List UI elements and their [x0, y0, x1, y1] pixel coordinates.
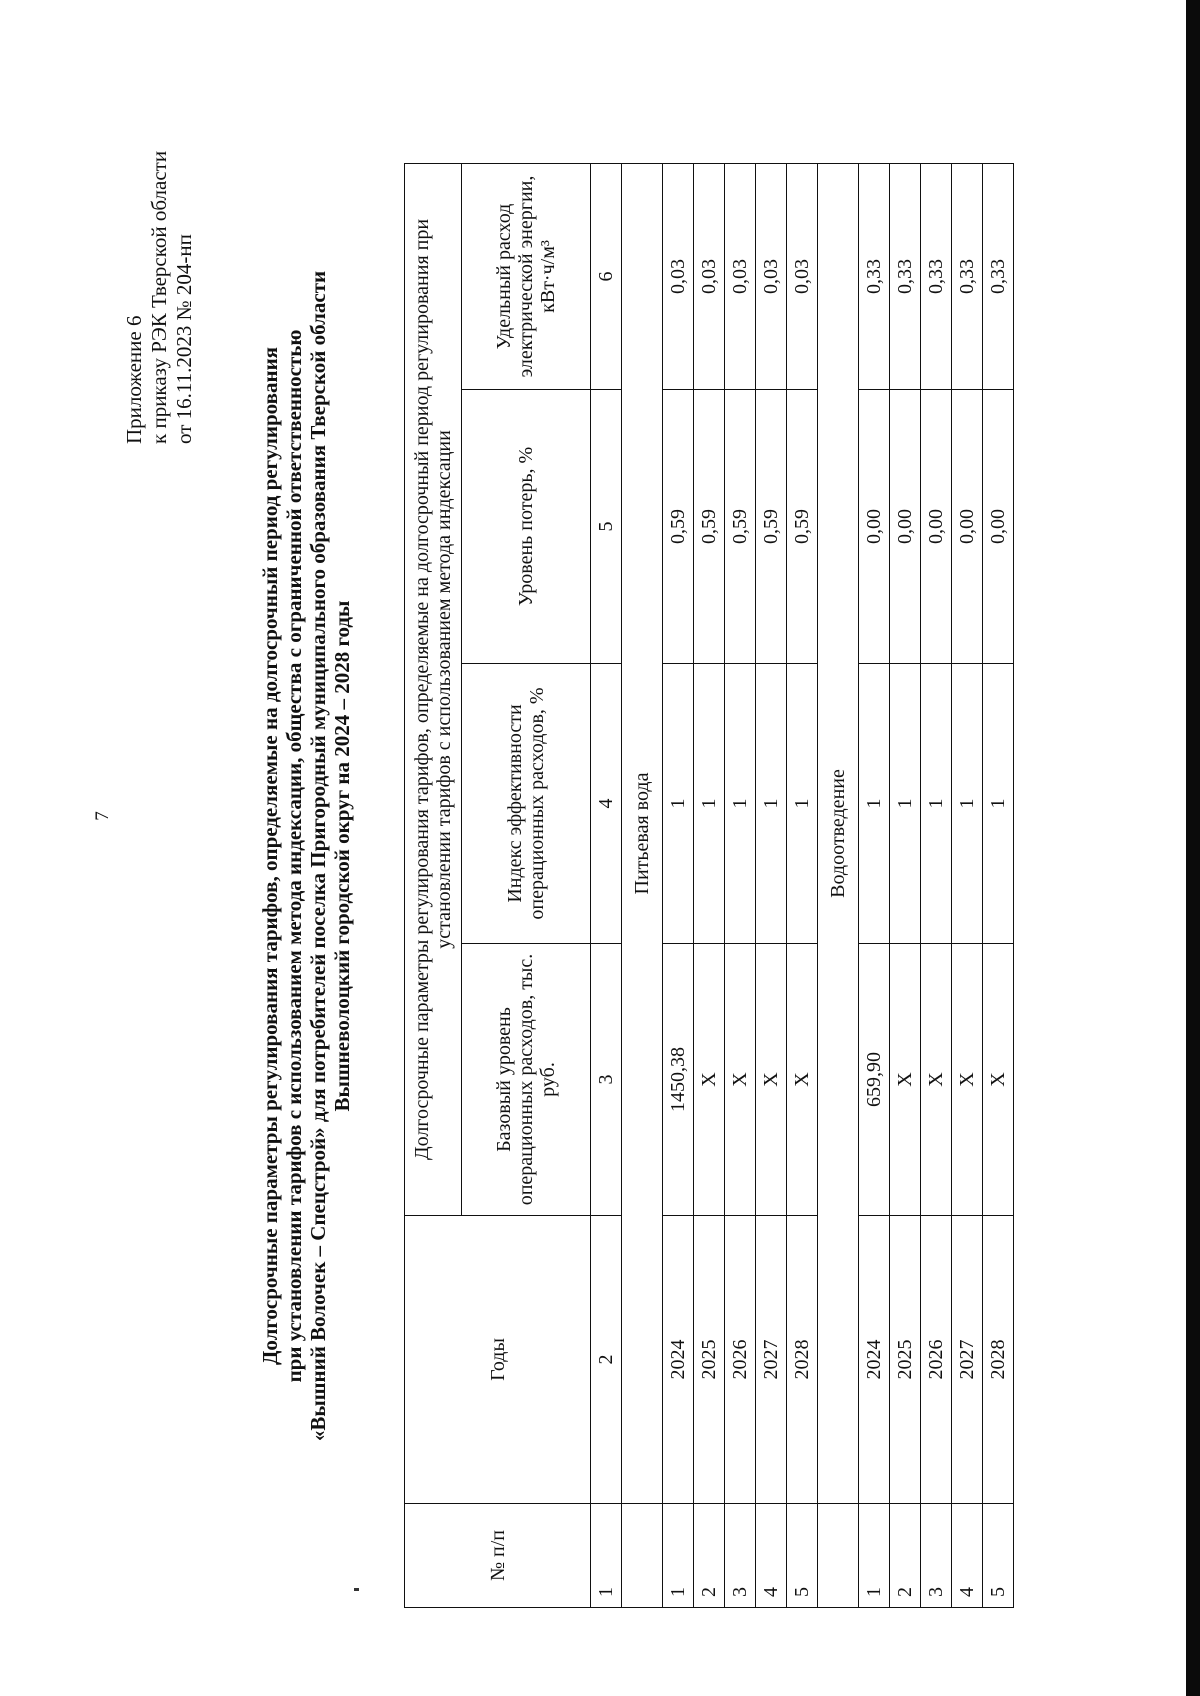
table-row	[787, 163, 818, 1607]
appendix-line-3: от 16.11.2023 № 204-нп	[172, 234, 196, 444]
row-energy: 0,03	[663, 163, 694, 389]
row-efficiency-index: 1	[725, 664, 756, 944]
document-title	[258, 156, 354, 1556]
page-number: 7	[92, 811, 113, 821]
row-efficiency-index: 1	[890, 664, 921, 944]
row-energy: 0,03	[694, 163, 725, 389]
parameters-table	[404, 163, 1014, 1608]
row-losses: 0,00	[859, 390, 890, 664]
title-line-3: «Вышний Волочек – Спецстрой» для потребителей поселка Пригородный муниципального образования Тверской области	[306, 270, 330, 1442]
row-efficiency-index: 1	[983, 664, 1014, 944]
row-year: 2024	[859, 1216, 890, 1504]
column-number: 2	[591, 1216, 622, 1504]
row-energy: 0,03	[725, 163, 756, 389]
row-base-level: X	[756, 944, 787, 1216]
row-base-level: 659,90	[859, 944, 890, 1216]
header-years: Годы	[405, 1216, 591, 1504]
section-row	[622, 163, 663, 1607]
title-line-2: при установлении тарифов с использованием метода индексации, общества с ограниченной ответственностью	[282, 329, 306, 1383]
row-efficiency-index: 1	[756, 664, 787, 944]
row-losses: 0,59	[725, 390, 756, 664]
row-losses: 0,59	[787, 390, 818, 664]
appendix-line-1: Приложение 6	[122, 315, 146, 444]
row-year: 2028	[983, 1216, 1014, 1504]
table-row	[859, 163, 890, 1607]
appendix-reference	[122, 44, 197, 444]
row-losses: 0,59	[694, 390, 725, 664]
row-year: 2026	[725, 1216, 756, 1504]
row-base-level: X	[787, 944, 818, 1216]
row-number: 3	[921, 1504, 952, 1608]
row-base-level: 1450,38	[663, 944, 694, 1216]
row-year: 2025	[694, 1216, 725, 1504]
row-number: 3	[725, 1504, 756, 1608]
row-number: 5	[787, 1504, 818, 1608]
section-blank-cell	[818, 1504, 859, 1608]
header-efficiency-index: Индекс эффективности операционных расходов, %	[462, 664, 591, 944]
row-year: 2025	[890, 1216, 921, 1504]
row-losses: 0,00	[952, 390, 983, 664]
section-title: Водоотведение	[818, 163, 859, 1503]
section-title: Питьевая вода	[622, 163, 663, 1503]
header-losses: Уровень потерь, %	[462, 390, 591, 664]
header-base-level: Базовый уровень операционных расходов, тыс. руб.	[462, 944, 591, 1216]
column-number: 5	[591, 390, 622, 664]
row-number: 2	[890, 1504, 921, 1608]
column-number: 3	[591, 944, 622, 1216]
row-year: 2028	[787, 1216, 818, 1504]
row-base-level: X	[890, 944, 921, 1216]
table-row	[663, 163, 694, 1607]
row-year: 2024	[663, 1216, 694, 1504]
table-row	[890, 163, 921, 1607]
column-number: 6	[591, 163, 622, 389]
row-energy: 0,33	[859, 163, 890, 389]
column-number: 1	[591, 1504, 622, 1608]
title-line-4: Вышневолоцкий городской округ на 2024 – 2028 годы	[330, 600, 354, 1112]
row-base-level: X	[983, 944, 1014, 1216]
section-row	[818, 163, 859, 1607]
row-energy: 0,33	[983, 163, 1014, 389]
row-energy: 0,33	[890, 163, 921, 389]
row-energy: 0,33	[952, 163, 983, 389]
row-number: 5	[983, 1504, 1014, 1608]
row-losses: 0,00	[921, 390, 952, 664]
table-row	[756, 163, 787, 1607]
row-number: 1	[859, 1504, 890, 1608]
row-efficiency-index: 1	[921, 664, 952, 944]
row-efficiency-index: 1	[663, 664, 694, 944]
row-efficiency-index: 1	[787, 664, 818, 944]
row-losses: 0,59	[663, 390, 694, 664]
table-row	[952, 163, 983, 1607]
table-row	[725, 163, 756, 1607]
header-energy: Удельный расход электрической энергии, кВт·ч/м³	[462, 163, 591, 389]
row-year: 2027	[756, 1216, 787, 1504]
row-base-level: X	[694, 944, 725, 1216]
header-group: Долгосрочные параметры регулирования тарифов, определяемые на долгосрочный период регулирования при установлении тарифов с использованием метода индексации	[405, 163, 462, 1215]
row-number: 1	[663, 1504, 694, 1608]
row-energy: 0,33	[921, 163, 952, 389]
title-line-1: Долгосрочные параметры регулирования тарифов, определяемые на долгосрочный период регулирования	[258, 346, 282, 1366]
row-year: 2026	[921, 1216, 952, 1504]
appendix-line-2: к приказу РЭК Тверской области	[147, 150, 171, 444]
row-base-level: X	[725, 944, 756, 1216]
header-num: № п/п	[405, 1504, 591, 1608]
table-row	[694, 163, 725, 1607]
column-number: 4	[591, 664, 622, 944]
column-number-row	[591, 163, 622, 1607]
section-blank-cell	[622, 1504, 663, 1608]
table-row	[921, 163, 952, 1607]
row-base-level: X	[921, 944, 952, 1216]
row-losses: 0,00	[983, 390, 1014, 664]
row-energy: 0,03	[787, 163, 818, 389]
row-year: 2027	[952, 1216, 983, 1504]
row-base-level: X	[952, 944, 983, 1216]
row-efficiency-index: 1	[859, 664, 890, 944]
table-row	[983, 163, 1014, 1607]
row-losses: 0,59	[756, 390, 787, 664]
row-energy: 0,03	[756, 163, 787, 389]
row-number: 4	[952, 1504, 983, 1608]
row-losses: 0,00	[890, 390, 921, 664]
row-efficiency-index: 1	[694, 664, 725, 944]
row-number: 2	[694, 1504, 725, 1608]
row-efficiency-index: 1	[952, 664, 983, 944]
row-number: 4	[756, 1504, 787, 1608]
